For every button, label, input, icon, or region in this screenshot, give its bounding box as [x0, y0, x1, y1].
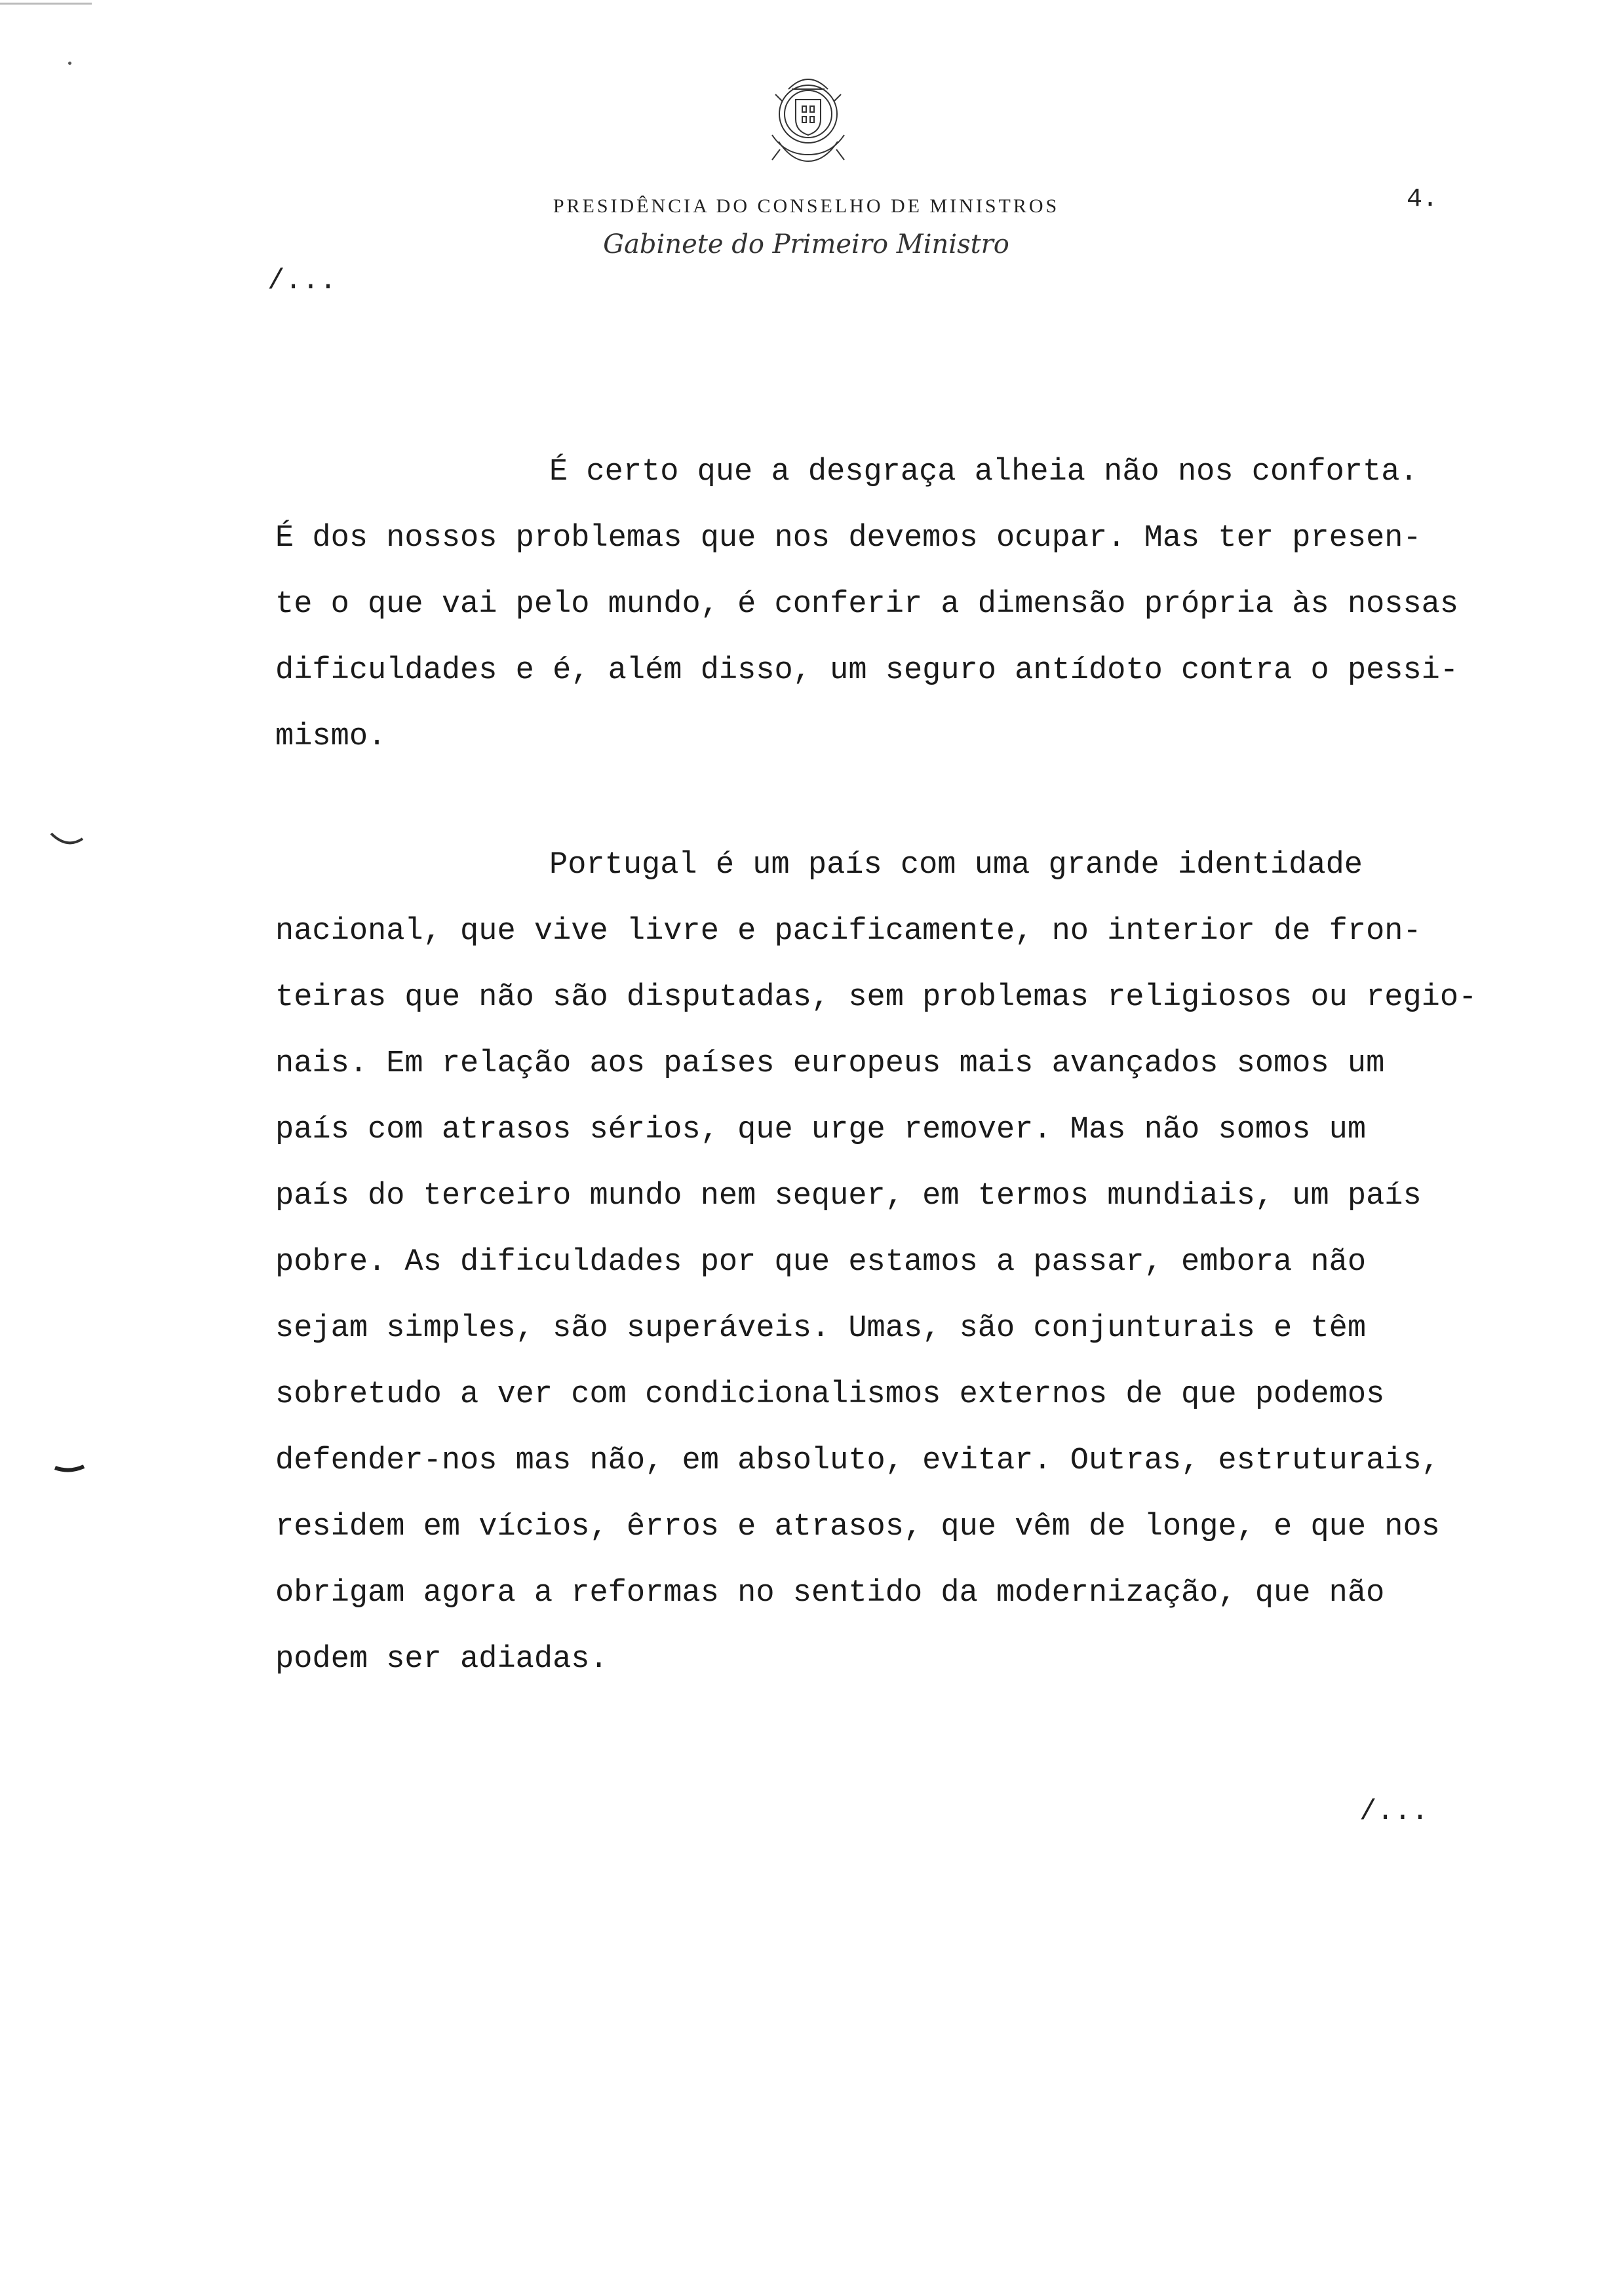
- paragraph-line: É dos nossos problemas que nos devemos ocupar. Mas ter presen-: [275, 521, 1422, 556]
- paragraph-line: defender-nos mas não, em absoluto, evitar. Outras, estruturais,: [275, 1444, 1440, 1478]
- margin-dash-mark: [52, 1463, 87, 1476]
- paragraph-line: dificuldades e é, além disso, um seguro antídoto contra o pessi-: [275, 653, 1459, 688]
- paragraph-1: [275, 439, 1560, 770]
- paragraph-line: te o que vai pelo mundo, é conferir a dimensão própria às nossas: [275, 587, 1459, 622]
- paragraph-line: teiras que não são disputadas, sem problemas religiosos ou regio-: [275, 980, 1477, 1015]
- margin-curve-mark: [49, 830, 85, 849]
- paragraph-2: [275, 832, 1560, 1693]
- paragraph-line: mismo.: [275, 719, 387, 754]
- coat-of-arms-emblem: [752, 63, 864, 174]
- scan-edge-rule: [0, 3, 92, 5]
- paragraph-line: sobretudo a ver com condicionalismos externos de que podemos: [275, 1377, 1385, 1412]
- paragraph-line: pobre. As dificuldades por que estamos a passar, embora não: [275, 1245, 1367, 1280]
- header-subtitle: Gabinete do Primeiro Ministro: [603, 229, 1009, 259]
- header-title: PRESIDÊNCIA DO CONSELHO DE MINISTROS: [553, 195, 1060, 217]
- paragraph-line: nais. Em relação aos países europeus mais avançados somos um: [275, 1046, 1385, 1081]
- paragraph-line: residem em vícios, êrros e atrasos, que vêm de longe, e que nos: [275, 1510, 1440, 1544]
- continuation-mark-bottom: /...: [1359, 1795, 1429, 1828]
- paragraph-line: nacional, que vive livre e pacificamente, no interior de fron-: [275, 914, 1422, 949]
- paragraph-line: podem ser adiadas.: [275, 1642, 608, 1677]
- scan-speck: [68, 62, 71, 65]
- page-number: 4.: [1407, 185, 1439, 214]
- paragraph-line: Portugal é um país com uma grande identidade: [549, 848, 1363, 883]
- paragraph-line: sejam simples, são superáveis. Umas, são conjunturais e têm: [275, 1311, 1367, 1346]
- continuation-mark-top: /...: [267, 265, 337, 297]
- paragraph-line: É certo que a desgraça alheia não nos conforta.: [549, 455, 1418, 489]
- paragraph-line: país do terceiro mundo nem sequer, em termos mundiais, um país: [275, 1179, 1422, 1214]
- paragraph-line: país com atrasos sérios, que urge remover. Mas não somos um: [275, 1113, 1367, 1147]
- paragraph-line: obrigam agora a reformas no sentido da modernização, que não: [275, 1576, 1385, 1611]
